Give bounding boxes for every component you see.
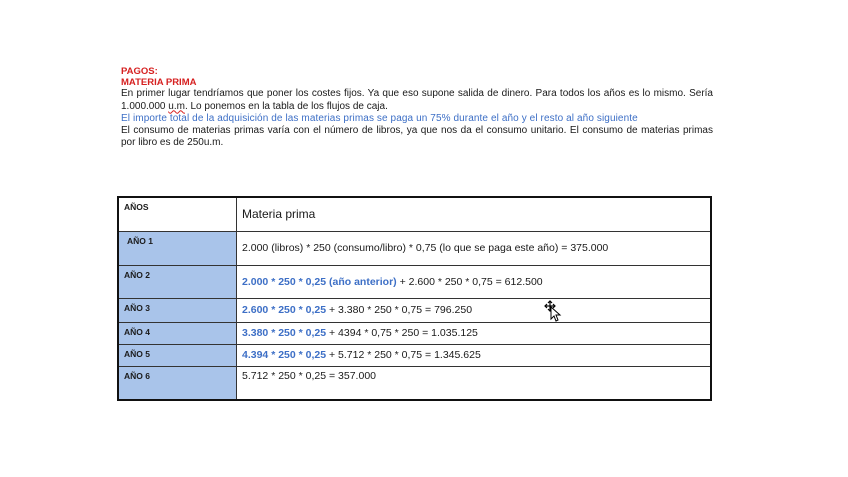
formula-current-year: + 2.600 * 250 * 0,75 = 612.500 (396, 275, 543, 288)
formula-current-year: 2.000 (libros) * 250 (consumo/libro) * 0,75 (lo que se paga este año) = 375.000 (242, 242, 609, 254)
formula-cell (237, 265, 712, 298)
formula-previous-year: 2.600 * 250 * 0,25 (242, 304, 327, 316)
formula-current-year: 5.712 * 250 * 0,25 = 357.000 (242, 369, 376, 382)
formula-current-year: + 3.380 * 250 * 0,75 = 796.250 (326, 304, 473, 316)
paragraph-consumption: El consumo de materias primas varía con el número de libros, ya que nos da el consumo unitario. El consumo de materias primas por libro es de 250u.m. (121, 124, 713, 148)
subsection-title: MATERIA PRIMA (121, 77, 197, 88)
year-cell: AÑO 6 (118, 366, 237, 400)
table-row (118, 298, 711, 322)
formula-cell (237, 322, 712, 344)
formula-cell (237, 231, 712, 265)
paragraph-fixed-costs-end: . Lo ponemos en la tabla de los flujos de caja. (184, 100, 388, 112)
table-row (118, 322, 711, 344)
table-row (118, 231, 711, 265)
header-materia-prima-cell (237, 197, 712, 231)
formula-previous-year: 4.394 * 250 * 0,25 (242, 349, 327, 361)
year-cell: AÑO 5 (118, 344, 237, 366)
formula-cell (237, 366, 712, 400)
raw-material-table (117, 196, 712, 401)
table-header-row (118, 197, 711, 231)
year-cell: AÑO 4 (118, 322, 237, 344)
header-years-cell: AÑOS (118, 197, 237, 231)
year-cell: AÑO 3 (118, 298, 237, 322)
year-cell: AÑO 2 (118, 265, 237, 298)
section-title: PAGOS: (121, 66, 158, 77)
year-cell: AÑO 1 (118, 231, 237, 265)
paragraph-fixed-costs-text: En primer lugar tendríamos que poner los costes fijos. Ya que eso supone salida de dinero. Para todos los años es lo mismo. Sería 1.000.000 (121, 88, 713, 112)
formula-cell (237, 344, 712, 366)
header-materia-prima-label: Materia prima (242, 207, 316, 222)
spellcheck-word: u.m (168, 100, 185, 112)
paragraph-fixed-costs (121, 88, 713, 113)
table-row (118, 344, 711, 366)
formula-previous-year: 2.000 * 250 * 0,25 (año anterior) (242, 275, 397, 288)
paragraph-payment-terms: El importe total de la adquisición de las materias primas se paga un 75% durante el año y el resto al año siguiente (121, 113, 638, 124)
table-row (118, 366, 711, 400)
document-body (121, 66, 713, 150)
formula-current-year: + 4394 * 0,75 * 250 = 1.035.125 (326, 327, 478, 339)
formula-cell (237, 298, 712, 322)
formula-current-year: + 5.712 * 250 * 0,75 = 1.345.625 (326, 349, 481, 361)
table-row (118, 265, 711, 298)
formula-previous-year: 3.380 * 250 * 0,25 (242, 327, 327, 339)
move-cursor-icon (544, 300, 562, 322)
